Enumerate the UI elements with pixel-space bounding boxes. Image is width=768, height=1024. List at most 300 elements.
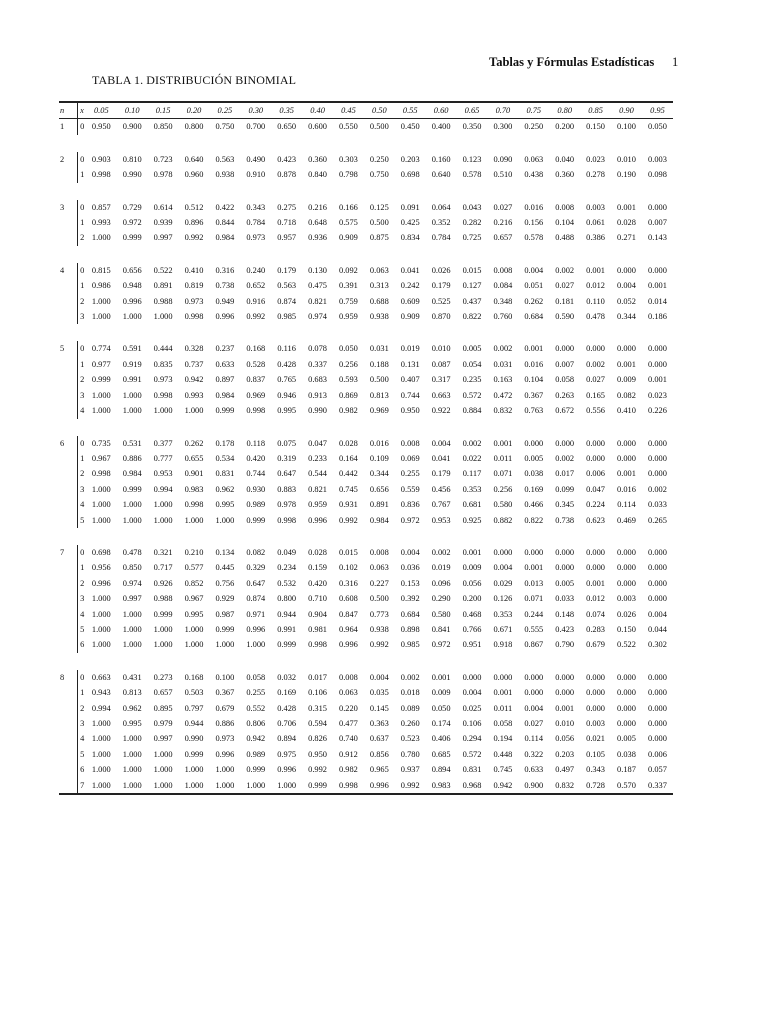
probability-cell: 0.168 — [184, 672, 204, 682]
probability-cell: 0.000 — [617, 453, 636, 463]
probability-cell: 0.050 — [648, 122, 667, 132]
probability-cell: 0.052 — [617, 296, 636, 306]
n-cell: 7 — [60, 547, 65, 557]
probability-cell: 0.098 — [648, 170, 667, 180]
probability-cell: 0.944 — [184, 719, 204, 728]
probability-cell: 0.028 — [617, 218, 636, 228]
probability-cell: 0.990 — [184, 734, 204, 744]
probability-cell: 0.640 — [431, 170, 451, 180]
table-row — [59, 716, 673, 731]
probability-cell: 0.360 — [308, 154, 327, 164]
probability-cell: 0.938 — [215, 170, 235, 180]
probability-cell: 0.001 — [524, 563, 544, 573]
probability-cell: 0.004 — [648, 609, 667, 619]
probability-cell: 0.994 — [153, 484, 173, 494]
probability-cell: 0.294 — [462, 734, 482, 744]
probability-cell: 0.912 — [339, 749, 358, 759]
probability-cell: 0.050 — [431, 703, 451, 713]
probability-cell: 0.074 — [586, 609, 605, 619]
probability-cell: 0.283 — [586, 624, 605, 634]
probability-cell: 0.637 — [369, 734, 389, 744]
probability-cell: 0.522 — [153, 265, 173, 275]
probability-cell: 0.969 — [246, 390, 266, 400]
probability-cell: 0.002 — [648, 484, 667, 494]
probability-cell: 0.047 — [586, 484, 605, 494]
probability-cell: 0.005 — [555, 578, 575, 588]
probability-cell: 0.329 — [246, 563, 266, 573]
probability-cell: 0.028 — [339, 438, 358, 448]
probability-cell: 0.856 — [369, 749, 389, 759]
table-row — [59, 622, 673, 637]
table-row — [59, 200, 673, 215]
probability-cell: 1.000 — [91, 484, 111, 494]
probability-cell: 0.017 — [308, 672, 327, 682]
probability-cell: 0.901 — [184, 469, 204, 479]
n-cell: 5 — [60, 344, 65, 354]
probability-cell: 0.422 — [215, 202, 235, 212]
probability-cell: 0.578 — [462, 170, 482, 180]
probability-cell: 0.018 — [400, 688, 420, 698]
probability-cell: 0.190 — [617, 170, 636, 180]
probability-cell: 0.593 — [339, 375, 358, 385]
probability-cell: 0.570 — [611, 778, 642, 794]
table-row — [59, 167, 673, 182]
probability-cell: 0.143 — [648, 233, 667, 243]
probability-cell: 0.995 — [277, 406, 297, 416]
probability-cell: 0.959 — [339, 312, 358, 322]
probability-cell: 0.936 — [308, 233, 327, 243]
n-cell — [59, 685, 78, 700]
probability-cell: 0.512 — [184, 202, 204, 212]
probability-cell: 0.822 — [524, 515, 544, 525]
probability-cell: 0.188 — [369, 359, 389, 369]
probability-cell: 0.009 — [617, 375, 636, 385]
probability-cell: 0.001 — [462, 547, 482, 557]
probability-cell: 0.456 — [431, 484, 451, 494]
table-row — [59, 576, 673, 591]
probability-cell: 0.165 — [586, 390, 605, 400]
probability-cell: 0.991 — [277, 624, 297, 634]
probability-cell: 0.698 — [400, 170, 420, 180]
probability-cell: 0.745 — [339, 484, 358, 494]
probability-cell: 0.319 — [277, 453, 297, 463]
probability-cell: 0.027 — [555, 281, 575, 291]
probability-cell: 0.766 — [462, 624, 482, 634]
probability-cell: 1.000 — [91, 312, 111, 322]
probability-cell: 0.000 — [648, 688, 667, 698]
p-column-header: 0.35 — [271, 103, 302, 119]
probability-cell: 0.988 — [153, 594, 173, 604]
probability-cell: 0.000 — [617, 578, 636, 588]
probability-cell: 0.609 — [400, 296, 420, 306]
probability-cell: 0.965 — [369, 765, 389, 775]
x-cell: 4 — [78, 731, 86, 746]
probability-cell: 0.996 — [215, 749, 235, 759]
probability-cell: 0.555 — [524, 624, 544, 634]
probability-cell: 0.684 — [524, 312, 544, 322]
probability-cell: 0.004 — [369, 672, 389, 682]
probability-cell: 0.242 — [400, 281, 420, 291]
probability-cell: 0.490 — [246, 154, 266, 164]
probability-cell: 0.956 — [91, 563, 111, 573]
probability-cell: 0.109 — [369, 453, 389, 463]
probability-cell: 0.313 — [369, 281, 389, 291]
x-cell: 3 — [78, 309, 86, 324]
probability-cell: 0.688 — [369, 296, 389, 306]
table-row — [59, 762, 673, 777]
probability-cell: 0.964 — [339, 624, 358, 634]
probability-cell: 0.468 — [462, 609, 482, 619]
probability-cell: 0.998 — [308, 640, 327, 650]
probability-cell: 0.438 — [524, 170, 544, 180]
probability-cell: 0.002 — [493, 344, 513, 354]
probability-cell: 0.836 — [400, 500, 420, 510]
probability-cell: 0.004 — [493, 563, 513, 573]
x-cell: 2 — [78, 230, 86, 245]
probability-cell: 0.022 — [462, 453, 482, 463]
x-cell: 4 — [78, 607, 86, 622]
probability-cell: 0.428 — [277, 359, 297, 369]
probability-cell: 0.337 — [642, 778, 673, 794]
probability-cell: 0.352 — [431, 218, 451, 228]
probability-cell: 0.100 — [617, 122, 636, 132]
probability-cell: 0.000 — [617, 563, 636, 573]
probability-cell: 0.216 — [493, 218, 513, 228]
x-cell: 0 — [78, 670, 86, 685]
probability-cell: 0.029 — [493, 578, 513, 588]
probability-cell: 0.033 — [648, 500, 667, 510]
probability-cell: 0.992 — [308, 765, 327, 775]
probability-cell: 0.466 — [524, 500, 544, 510]
probability-cell: 0.926 — [153, 578, 173, 588]
probability-cell: 0.027 — [586, 375, 605, 385]
probability-cell: 0.765 — [277, 375, 297, 385]
probability-cell: 0.203 — [555, 749, 575, 759]
probability-cell: 0.410 — [184, 265, 204, 275]
p-column-header: 0.10 — [117, 103, 148, 119]
probability-cell: 0.203 — [400, 154, 420, 164]
probability-cell: 0.000 — [555, 563, 575, 573]
p-column-header: 0.95 — [642, 103, 673, 119]
probability-cell: 1.000 — [153, 640, 173, 650]
probability-cell: 0.992 — [184, 233, 204, 243]
probability-cell: 0.663 — [431, 390, 451, 400]
p-column-header: 0.25 — [209, 103, 240, 119]
n-cell — [59, 215, 78, 230]
probability-cell: 0.005 — [617, 734, 636, 744]
probability-cell: 0.130 — [308, 265, 327, 275]
probability-cell: 0.038 — [524, 469, 544, 479]
probability-cell: 0.194 — [493, 734, 513, 744]
table-row — [59, 278, 673, 293]
probability-cell: 0.728 — [580, 778, 611, 794]
n-cell — [59, 701, 78, 716]
probability-cell: 0.145 — [369, 703, 389, 713]
probability-cell: 0.738 — [215, 281, 235, 291]
probability-cell: 1.000 — [91, 640, 111, 650]
probability-cell: 0.997 — [153, 233, 173, 243]
probability-cell: 0.036 — [400, 563, 420, 573]
probability-cell: 0.005 — [462, 344, 482, 354]
table-row — [59, 215, 673, 230]
probability-cell: 0.984 — [369, 515, 389, 525]
probability-cell: 0.092 — [339, 265, 358, 275]
probability-cell: 0.003 — [648, 154, 667, 164]
probability-cell: 0.000 — [555, 672, 575, 682]
x-cell: 2 — [78, 701, 86, 716]
probability-cell: 0.671 — [493, 624, 513, 634]
probability-cell: 0.410 — [617, 406, 636, 416]
probability-cell: 0.210 — [184, 547, 204, 557]
probability-cell: 0.153 — [400, 578, 420, 588]
probability-cell: 0.988 — [153, 296, 173, 306]
probability-cell: 0.026 — [431, 265, 451, 275]
probability-cell: 0.684 — [400, 609, 420, 619]
probability-cell: 0.078 — [308, 344, 327, 354]
probability-cell: 0.655 — [184, 453, 204, 463]
probability-cell: 0.026 — [617, 609, 636, 619]
probability-cell: 0.007 — [648, 218, 667, 228]
probability-cell: 1.000 — [122, 624, 142, 634]
probability-cell: 0.967 — [184, 594, 204, 604]
x-cell: 5 — [78, 747, 86, 762]
probability-cell: 0.999 — [302, 778, 333, 794]
probability-cell: 0.950 — [400, 406, 420, 416]
probability-cell: 0.000 — [524, 438, 544, 448]
probability-cell: 0.000 — [586, 703, 605, 713]
probability-cell: 0.773 — [369, 609, 389, 619]
probability-cell: 1.000 — [179, 778, 210, 794]
probability-cell: 0.316 — [215, 265, 235, 275]
probability-cell: 0.962 — [122, 703, 142, 713]
probability-cell: 0.523 — [400, 734, 420, 744]
probability-cell: 0.002 — [462, 438, 482, 448]
probability-cell: 0.023 — [648, 390, 667, 400]
probability-cell: 0.750 — [215, 122, 235, 132]
probability-cell: 0.015 — [339, 547, 358, 557]
probability-cell: 0.012 — [586, 281, 605, 291]
probability-cell: 0.999 — [122, 233, 142, 243]
x-cell: 7 — [78, 778, 86, 794]
probability-cell: 0.273 — [153, 672, 173, 682]
probability-cell: 0.265 — [648, 515, 667, 525]
probability-cell: 0.168 — [246, 344, 266, 354]
x-cell: 0 — [78, 263, 86, 278]
probability-cell: 0.990 — [308, 406, 327, 416]
probability-cell: 0.777 — [153, 453, 173, 463]
x-cell: 2 — [78, 294, 86, 309]
probability-cell: 0.150 — [586, 122, 605, 132]
probability-cell: 0.025 — [462, 703, 482, 713]
probability-cell: 0.993 — [91, 218, 111, 228]
x-cell: 2 — [78, 466, 86, 481]
probability-cell: 0.477 — [339, 719, 358, 728]
probability-cell: 1.000 — [184, 640, 204, 650]
probability-cell: 0.444 — [153, 344, 173, 354]
probability-cell: 0.104 — [555, 218, 575, 228]
probability-cell: 0.186 — [648, 312, 667, 322]
probability-cell: 0.867 — [524, 640, 544, 650]
probability-cell: 0.321 — [153, 547, 173, 557]
probability-cell: 1.000 — [91, 233, 111, 243]
n-cell — [59, 576, 78, 591]
probability-cell: 0.004 — [524, 703, 544, 713]
probability-cell: 0.978 — [277, 500, 297, 510]
probability-cell: 0.840 — [308, 170, 327, 180]
probability-cell: 0.992 — [246, 312, 266, 322]
probability-cell: 1.000 — [91, 624, 111, 634]
probability-cell: 0.834 — [400, 233, 420, 243]
probability-cell: 0.998 — [277, 515, 297, 525]
probability-cell: 0.007 — [555, 359, 575, 369]
probability-cell: 0.237 — [215, 344, 235, 354]
probability-cell: 1.000 — [122, 749, 142, 759]
group-spacer — [59, 246, 673, 263]
probability-cell: 0.011 — [493, 453, 513, 463]
probability-cell: 0.657 — [153, 688, 173, 698]
probability-cell: 0.633 — [524, 765, 544, 775]
probability-cell: 0.010 — [617, 154, 636, 164]
x-cell: 3 — [78, 482, 86, 497]
probability-cell: 0.844 — [215, 218, 235, 228]
table-row — [59, 591, 673, 606]
probability-cell: 0.973 — [153, 375, 173, 385]
probability-cell: 0.000 — [648, 453, 667, 463]
probability-cell: 0.647 — [246, 578, 266, 588]
probability-cell: 0.058 — [555, 375, 575, 385]
probability-cell: 0.897 — [215, 375, 235, 385]
probability-cell: 0.725 — [462, 233, 482, 243]
probability-cell: 0.000 — [524, 688, 544, 698]
probability-cell: 1.000 — [122, 390, 142, 400]
probability-cell: 0.534 — [215, 453, 235, 463]
probability-cell: 0.831 — [462, 765, 482, 775]
n-cell — [59, 497, 78, 512]
probability-cell: 0.262 — [184, 438, 204, 448]
probability-cell: 0.282 — [462, 218, 482, 228]
probability-cell: 0.577 — [184, 563, 204, 573]
probability-cell: 1.000 — [184, 515, 204, 525]
probability-cell: 0.962 — [215, 484, 235, 494]
probability-cell: 0.987 — [215, 609, 235, 619]
x-column-header: x — [78, 103, 86, 119]
probability-cell: 0.500 — [369, 594, 389, 604]
probability-cell: 0.224 — [586, 500, 605, 510]
probability-cell: 0.442 — [339, 469, 358, 479]
probability-cell: 0.425 — [400, 218, 420, 228]
probability-cell: 0.102 — [339, 563, 358, 573]
probability-cell: 0.012 — [586, 594, 605, 604]
probability-cell: 0.003 — [586, 202, 605, 212]
probability-cell: 0.227 — [369, 578, 389, 588]
probability-cell: 0.000 — [586, 344, 605, 354]
probability-cell: 0.001 — [493, 438, 513, 448]
probability-cell: 0.525 — [431, 296, 451, 306]
probability-cell: 0.942 — [184, 375, 204, 385]
probability-cell: 0.302 — [648, 640, 667, 650]
probability-cell: 0.922 — [431, 406, 451, 416]
probability-cell: 0.740 — [339, 734, 358, 744]
probability-cell: 1.000 — [153, 515, 173, 525]
probability-cell: 1.000 — [122, 312, 142, 322]
probability-cell: 0.575 — [339, 218, 358, 228]
probability-cell: 0.000 — [648, 265, 667, 275]
probability-cell: 0.278 — [586, 170, 605, 180]
table-row — [59, 466, 673, 481]
probability-cell: 0.023 — [586, 154, 605, 164]
x-cell: 6 — [78, 637, 86, 652]
probability-cell: 1.000 — [91, 734, 111, 744]
probability-cell: 0.982 — [339, 406, 358, 416]
probability-cell: 1.000 — [122, 765, 142, 775]
probability-cell: 0.220 — [339, 703, 358, 713]
probability-cell: 0.953 — [153, 469, 173, 479]
probability-cell: 0.656 — [122, 265, 142, 275]
probability-cell: 0.813 — [369, 390, 389, 400]
p-column-header: 0.90 — [611, 103, 642, 119]
probability-cell: 0.657 — [493, 233, 513, 243]
probability-cell: 0.032 — [277, 672, 297, 682]
probability-cell: 0.013 — [524, 578, 544, 588]
probability-cell: 0.051 — [524, 281, 544, 291]
x-cell: 5 — [78, 622, 86, 637]
probability-cell: 0.999 — [246, 765, 266, 775]
probability-cell: 0.091 — [400, 202, 420, 212]
probability-cell: 0.028 — [308, 547, 327, 557]
probability-cell: 0.594 — [308, 719, 327, 728]
probability-cell: 0.000 — [617, 719, 636, 728]
probability-cell: 0.984 — [215, 233, 235, 243]
probability-cell: 0.706 — [277, 719, 297, 728]
probability-cell: 0.058 — [246, 672, 266, 682]
probability-cell: 0.656 — [369, 484, 389, 494]
probability-cell: 0.469 — [617, 515, 636, 525]
probability-cell: 0.001 — [586, 578, 605, 588]
probability-cell: 0.450 — [400, 122, 420, 132]
table-row — [59, 372, 673, 387]
probability-cell: 1.000 — [246, 640, 266, 650]
n-cell — [59, 309, 78, 324]
probability-cell: 0.995 — [184, 609, 204, 619]
probability-cell: 0.960 — [184, 170, 204, 180]
probability-cell: 0.996 — [215, 312, 235, 322]
probability-cell: 0.256 — [339, 359, 358, 369]
p-column-header: 0.70 — [487, 103, 518, 119]
table-row — [59, 357, 673, 372]
probability-cell: 0.821 — [308, 484, 327, 494]
probability-cell: 0.000 — [555, 688, 575, 698]
probability-cell: 0.263 — [555, 390, 575, 400]
probability-cell: 0.000 — [648, 578, 667, 588]
page-number: 1 — [672, 55, 679, 69]
probability-cell: 0.995 — [215, 500, 235, 510]
n-cell — [59, 622, 78, 637]
binomial-distribution-table — [59, 103, 673, 795]
probability-cell: 0.322 — [524, 749, 544, 759]
probability-cell: 0.000 — [493, 547, 513, 557]
probability-cell: 0.698 — [91, 547, 111, 557]
probability-cell: 1.000 — [153, 624, 173, 634]
probability-cell: 0.063 — [369, 563, 389, 573]
probability-cell: 0.869 — [339, 390, 358, 400]
probability-cell: 0.181 — [555, 296, 575, 306]
n-cell — [59, 230, 78, 245]
probability-cell: 0.997 — [153, 734, 173, 744]
group-spacer — [59, 324, 673, 341]
probability-cell: 0.187 — [617, 765, 636, 775]
probability-cell: 0.063 — [369, 265, 389, 275]
probability-cell: 0.014 — [648, 296, 667, 306]
